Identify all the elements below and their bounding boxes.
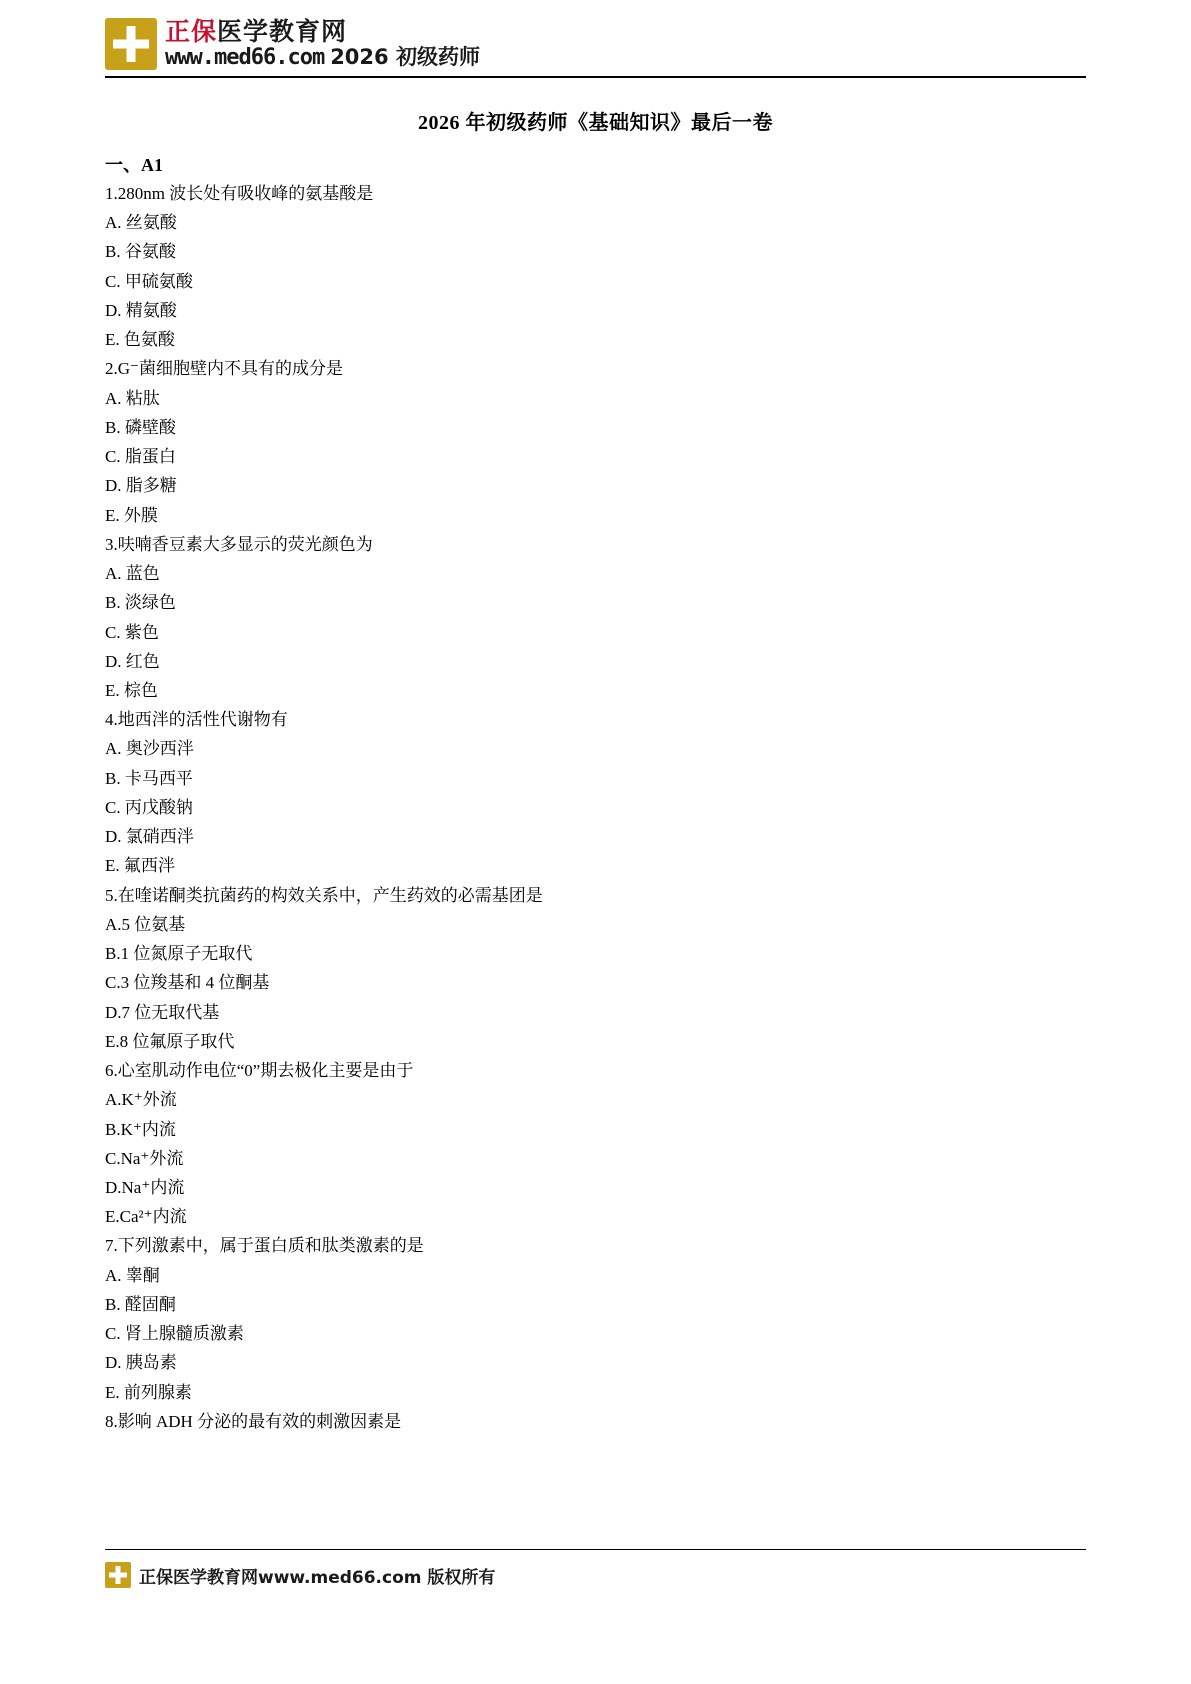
logo-chinese-name bbox=[165, 19, 480, 45]
question-option: E. 外膜 bbox=[105, 505, 158, 525]
question-option: D. 脂多糖 bbox=[105, 476, 177, 496]
question-option: A. 蓝色 bbox=[105, 564, 160, 584]
question-stem: 2.G⁻菌细胞壁内不具有的成分是 bbox=[105, 359, 343, 379]
site-logo bbox=[105, 18, 480, 70]
question-option: D. 胰岛素 bbox=[105, 1353, 177, 1373]
question-option: E.Ca²⁺内流 bbox=[105, 1207, 187, 1227]
question-option: D. 氯硝西泮 bbox=[105, 827, 194, 847]
question-option: E.8 位氟原子取代 bbox=[105, 1031, 235, 1051]
question-option: E. 棕色 bbox=[105, 680, 158, 700]
question-stem: 5.在喹诺酮类抗菌药的构效关系中，产生药效的必需基团是 bbox=[105, 885, 543, 905]
question-option: B.K⁺内流 bbox=[105, 1119, 176, 1139]
question-option: B. 谷氨酸 bbox=[105, 242, 176, 262]
cross-logo-icon-small bbox=[105, 1562, 131, 1588]
question-option: A.5 位氨基 bbox=[105, 914, 186, 934]
question-option: D. 红色 bbox=[105, 651, 160, 671]
question-option: C. 肾上腺髓质激素 bbox=[105, 1324, 244, 1344]
question-option: B. 淡绿色 bbox=[105, 593, 176, 613]
question-option: B.1 位氮原子无取代 bbox=[105, 944, 253, 964]
header-divider bbox=[105, 76, 1086, 78]
question-option: D. 精氨酸 bbox=[105, 300, 177, 320]
question-stem: 4.地西泮的活性代谢物有 bbox=[105, 710, 288, 730]
header-exam-label: 2026 初级药师 bbox=[330, 44, 480, 69]
footer-divider bbox=[105, 1549, 1086, 1550]
question-stem: 3.呋喃香豆素大多显示的荧光颜色为 bbox=[105, 534, 373, 554]
question-option: D.7 位无取代基 bbox=[105, 1002, 220, 1022]
question-option: E. 前列腺素 bbox=[105, 1382, 192, 1402]
page-title: 2026 年初级药师《基础知识》最后一卷 bbox=[418, 112, 773, 134]
page-footer bbox=[105, 1549, 1086, 1588]
question-stem: 6.心室肌动作电位“0”期去极化主要是由于 bbox=[105, 1061, 414, 1081]
question-option: E. 氟西泮 bbox=[105, 856, 175, 876]
question-option: E. 色氨酸 bbox=[105, 330, 175, 350]
question-stem: 1.280nm 波长处有吸收峰的氨基酸是 bbox=[105, 184, 374, 203]
section-heading: 一、A1 bbox=[105, 155, 163, 175]
question-option: C. 甲硫氨酸 bbox=[105, 271, 193, 291]
question-option: A. 睾酮 bbox=[105, 1265, 160, 1285]
question-option: A. 丝氨酸 bbox=[105, 213, 177, 233]
question-option: C. 丙戊酸钠 bbox=[105, 797, 193, 817]
footer-row bbox=[105, 1562, 1086, 1588]
question-option: A.K⁺外流 bbox=[105, 1090, 177, 1110]
question-option: C. 紫色 bbox=[105, 622, 159, 642]
question-stem: 7.下列激素中，属于蛋白质和肽类激素的是 bbox=[105, 1236, 424, 1256]
logo-url-row bbox=[165, 46, 480, 69]
question-option: B. 卡马西平 bbox=[105, 768, 193, 788]
page-header bbox=[105, 0, 1086, 70]
logo-text bbox=[165, 19, 480, 68]
logo-url: www.med66.com bbox=[165, 44, 325, 70]
logo-brand-red: 正保 bbox=[165, 17, 218, 47]
question-option: A. 粘肽 bbox=[105, 388, 160, 408]
question-stem: 8.影响 ADH 分泌的最有效的刺激因素是 bbox=[105, 1411, 402, 1431]
question-option: C.Na⁺外流 bbox=[105, 1148, 184, 1168]
question-option: D.Na⁺内流 bbox=[105, 1177, 185, 1197]
footer-copyright: 正保医学教育网www.med66.com 版权所有 bbox=[139, 1567, 496, 1588]
question-option: A. 奥沙西泮 bbox=[105, 739, 194, 759]
question-option: C.3 位羧基和 4 位酮基 bbox=[105, 973, 270, 993]
question-option: B. 磷壁酸 bbox=[105, 417, 176, 437]
question-option: C. 脂蛋白 bbox=[105, 447, 176, 467]
cross-logo-icon bbox=[105, 18, 157, 70]
logo-brand-rest: 医学教育网 bbox=[217, 17, 348, 47]
question-option: B. 醛固酮 bbox=[105, 1294, 176, 1314]
